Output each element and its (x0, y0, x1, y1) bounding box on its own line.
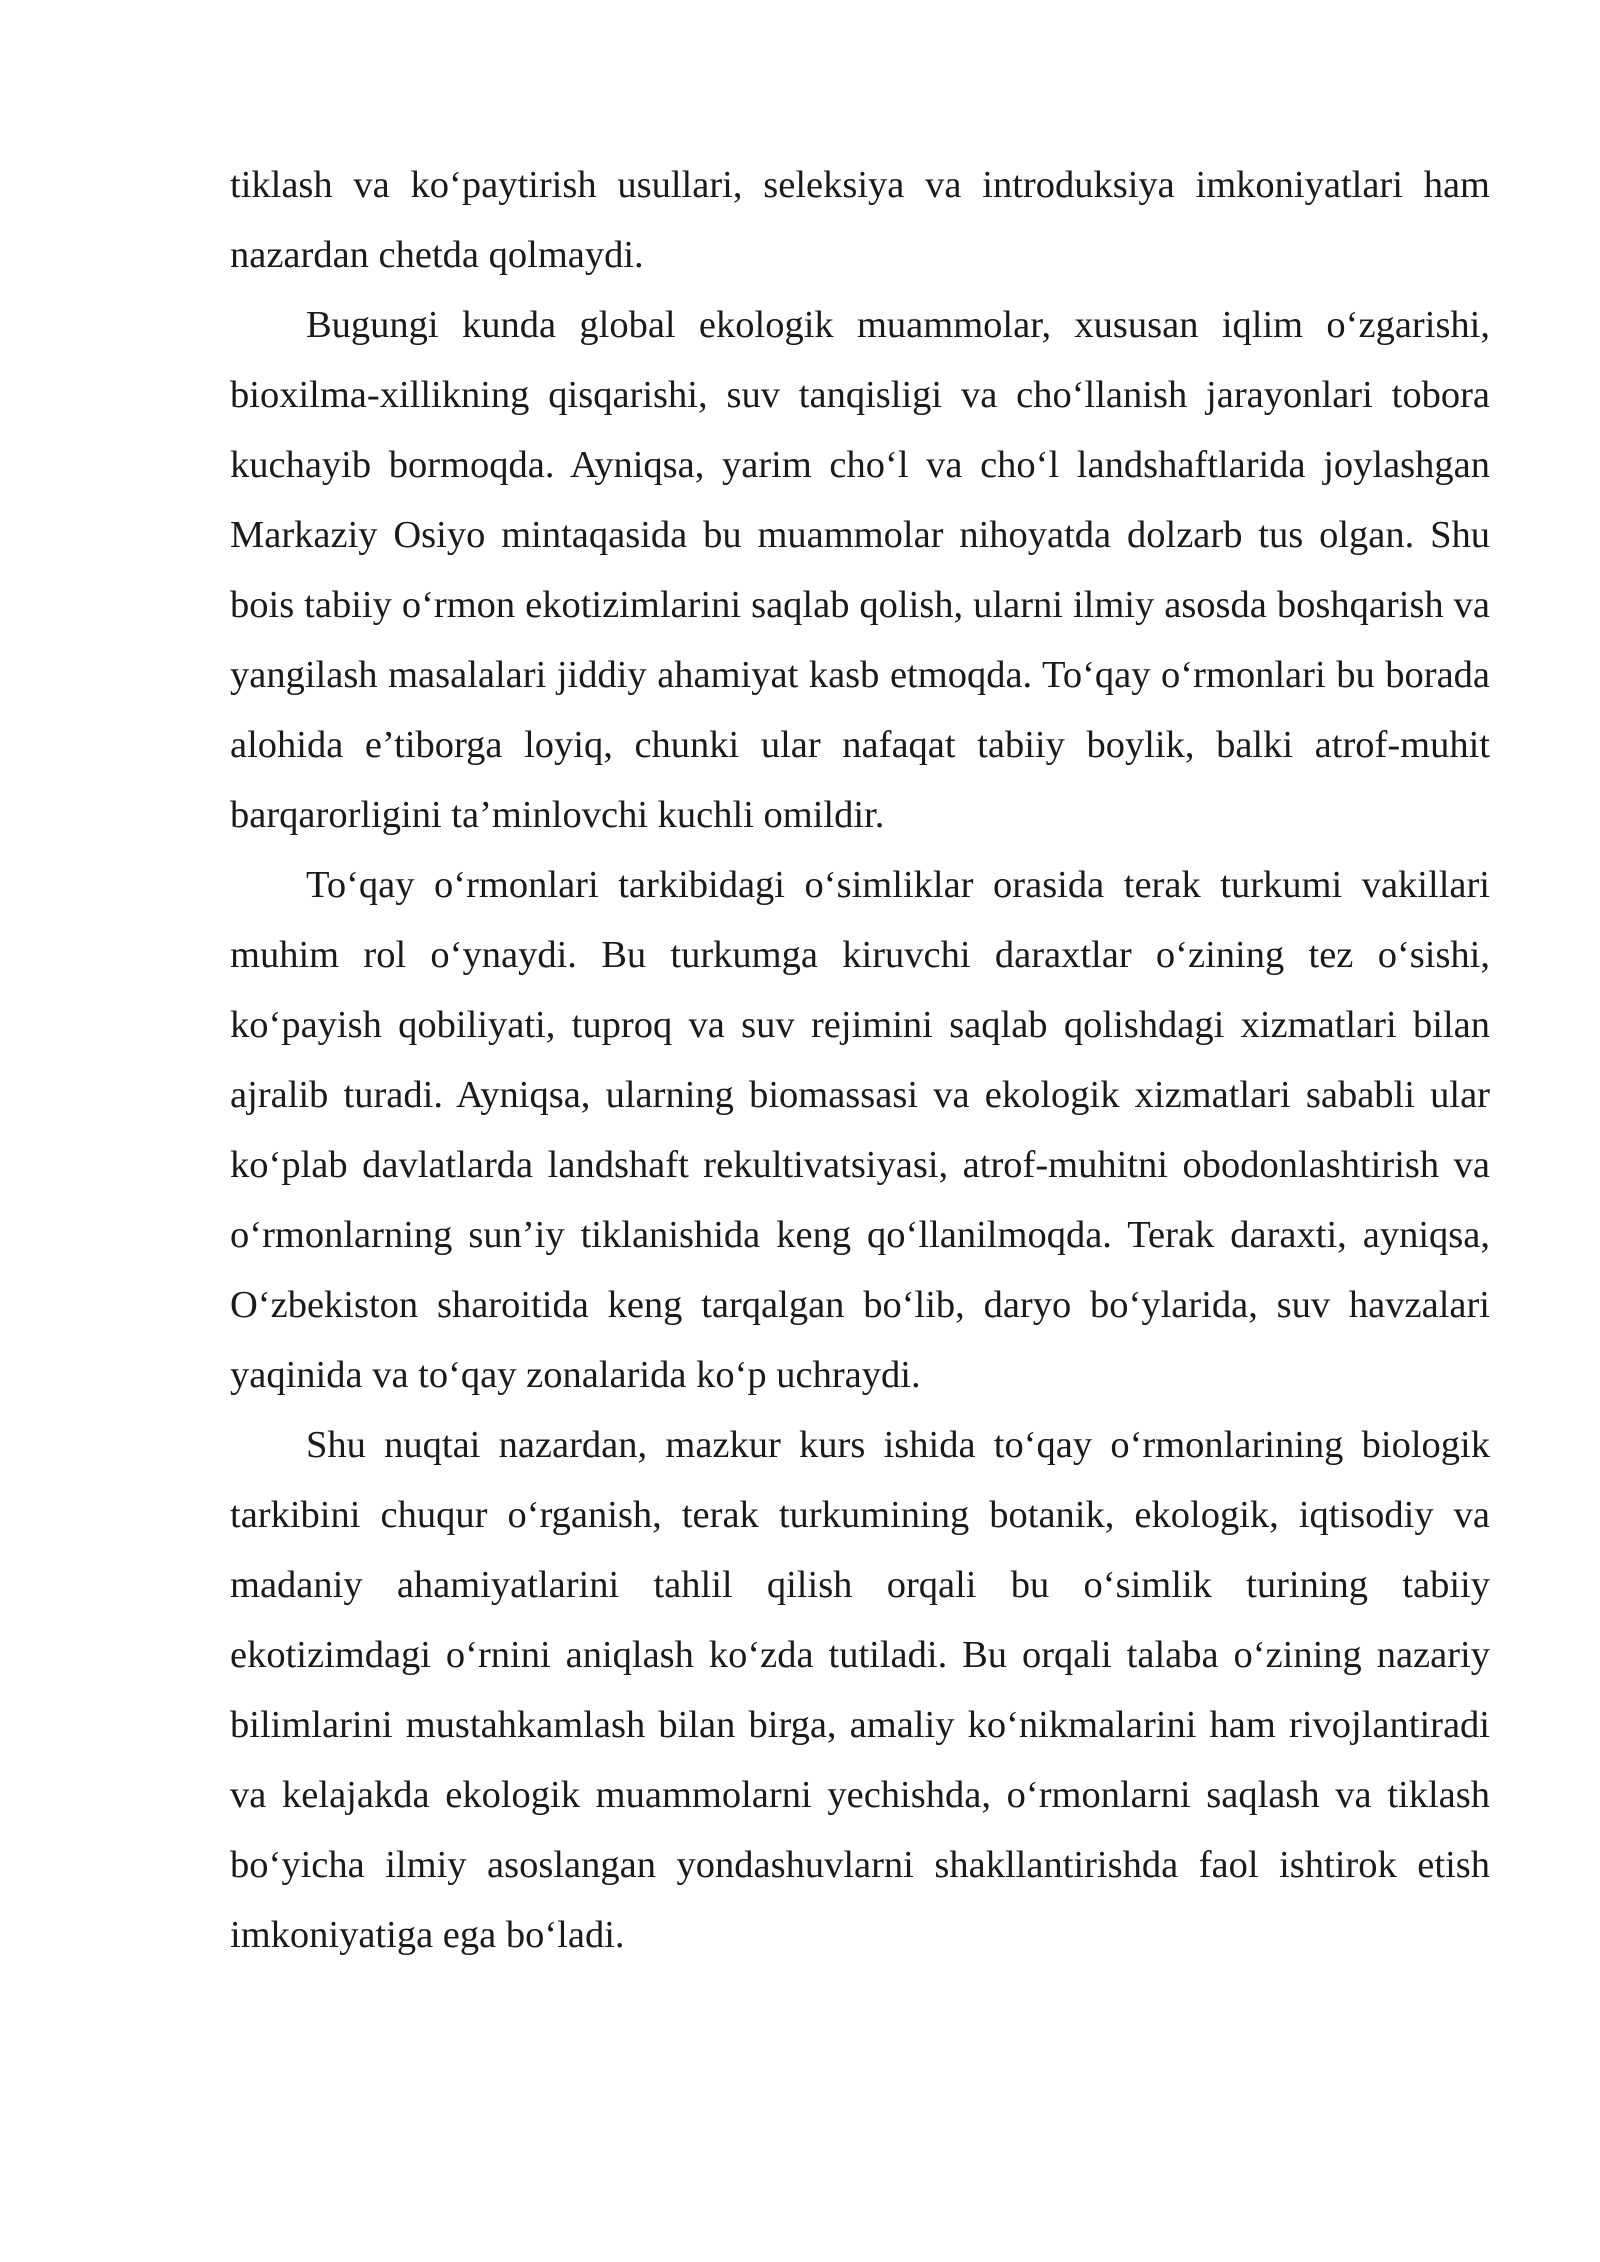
document-body (230, 150, 1490, 1970)
paragraph-4: Shu nuqtai nazardan, mazkur kurs ishida to‘qay o‘rmonlarining biologik tarkibini chuqur o‘rganish, terak turkumining botanik, ekologik, iqtisodiy va madaniy ahamiyatlarini tahlil qilish orqali bu o‘simlik turining tabiiy ekotizimdagi o‘rnini aniqlash ko‘zda tutiladi. Bu orqali talaba o‘zining nazariy bilimlarini mustahkamlash bilan birga, amaliy ko‘nikmalarini ham rivojlantiradi va kelajakda ekologik muammolarni yechishda, o‘rmonlarni saqlash va tiklash bo‘yicha ilmiy asoslangan yondashuvlarni shakllantirishda faol ishtirok etish imkoniyatiga ega bo‘ladi. (230, 1424, 1490, 1956)
paragraph-3: To‘qay o‘rmonlari tarkibidagi o‘simliklar orasida terak turkumi vakillari muhim rol o‘ynaydi. Bu turkumga kiruvchi daraxtlar o‘zining tez o‘sishi, ko‘payish qobiliyati, tuproq va suv rejimini saqlab qolishdagi xizmatlari bilan ajralib turadi. Ayniqsa, ularning biomassasi va ekologik xizmatlari sababli ular ko‘plab davlatlarda landshaft rekultivatsiyasi, atrof-muhitni obodonlashtirish va o‘rmonlarning sun’iy tiklanishida keng qo‘llanilmoqda. Terak daraxti, ayniqsa, O‘zbekiston sharoitida keng tarqalgan bo‘lib, daryo bo‘ylarida, suv havzalari yaqinida va to‘qay zonalarida ko‘p uchraydi. (230, 864, 1490, 1396)
paragraph-2: Bugungi kunda global ekologik muammolar, xususan iqlim o‘zgarishi, bioxilma-xillikning qisqarishi, suv tanqisligi va cho‘llanish jarayonlari tobora kuchayib bormoqda. Ayniqsa, yarim cho‘l va cho‘l landshaftlarida joylashgan Markaziy Osiyo mintaqasida bu muammolar nihoyatda dolzarb tus olgan. Shu bois tabiiy o‘rmon ekotizimlarini saqlab qolish, ularni ilmiy asosda boshqarish va yangilash masalalari jiddiy ahamiyat kasb etmoqda. To‘qay o‘rmonlari bu borada alohida e’tiborga loyiq, chunki ular nafaqat tabiiy boylik, balki atrof-muhit barqarorligini ta’minlovchi kuchli omildir. (230, 304, 1490, 836)
paragraph-1: tiklash va ko‘paytirish usullari, seleksiya va introduksiya imkoniyatlari ham nazardan chetda qolmaydi. (230, 164, 1490, 276)
